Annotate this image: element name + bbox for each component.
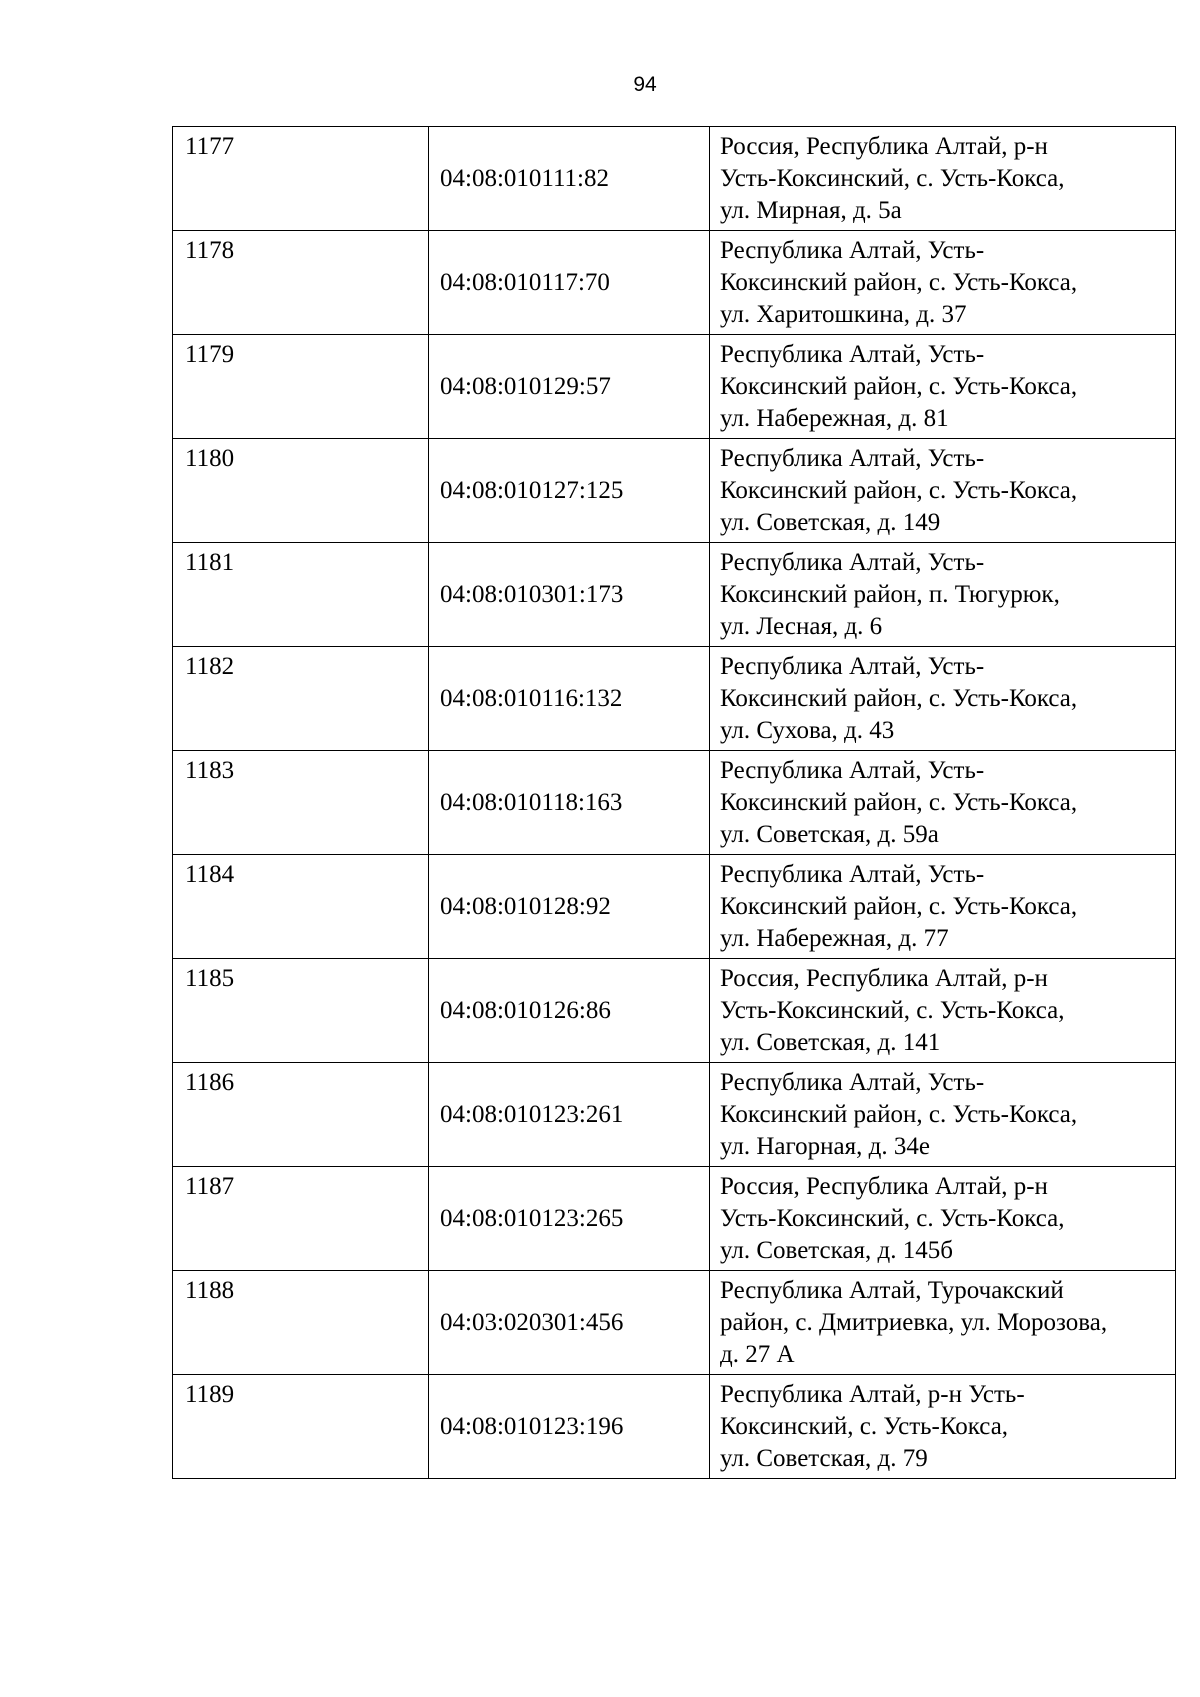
row-number: 1189 xyxy=(173,1375,429,1479)
cadastral-number: 04:08:010128:92 xyxy=(429,855,710,959)
address-line: ул. Советская, д. 141 xyxy=(720,1028,941,1056)
table-row xyxy=(173,855,1176,959)
row-number: 1188 xyxy=(173,1271,429,1375)
row-number: 1183 xyxy=(173,751,429,855)
address-line: Коксинский район, с. Усть-Кокса, xyxy=(720,476,1078,504)
address-cell xyxy=(710,647,1176,751)
row-number: 1181 xyxy=(173,543,429,647)
table-row xyxy=(173,1063,1176,1167)
row-number: 1178 xyxy=(173,231,429,335)
row-number: 1180 xyxy=(173,439,429,543)
address-line: Коксинский район, с. Усть-Кокса, xyxy=(720,372,1078,400)
address-line: Россия, Республика Алтай, р-н xyxy=(720,964,1048,992)
address-cell xyxy=(710,1375,1176,1479)
cadastral-number: 04:08:010123:265 xyxy=(429,1167,710,1271)
address-line: Усть-Коксинский, с. Усть-Кокса, xyxy=(720,996,1065,1024)
row-number: 1185 xyxy=(173,959,429,1063)
address-cell xyxy=(710,1271,1176,1375)
cadastral-number: 04:08:010129:57 xyxy=(429,335,710,439)
row-number: 1186 xyxy=(173,1063,429,1167)
table-row xyxy=(173,439,1176,543)
cadastral-number: 04:08:010111:82 xyxy=(429,127,710,231)
row-number: 1179 xyxy=(173,335,429,439)
row-number: 1187 xyxy=(173,1167,429,1271)
cadastral-number: 04:08:010118:163 xyxy=(429,751,710,855)
address-line: Республика Алтай, Усть- xyxy=(720,236,985,264)
table-row xyxy=(173,335,1176,439)
address-line: Усть-Коксинский, с. Усть-Кокса, xyxy=(720,1204,1065,1232)
cadastral-number: 04:08:010126:86 xyxy=(429,959,710,1063)
address-line: Коксинский район, с. Усть-Кокса, xyxy=(720,268,1078,296)
address-cell xyxy=(710,439,1176,543)
address-line: Республика Алтай, Усть- xyxy=(720,1068,985,1096)
address-line: д. 27 А xyxy=(720,1340,795,1368)
address-cell xyxy=(710,231,1176,335)
address-line: ул. Харитошкина, д. 37 xyxy=(720,300,967,328)
address-line: Республика Алтай, Усть- xyxy=(720,756,985,784)
address-line: ул. Советская, д. 149 xyxy=(720,508,941,536)
address-line: Республика Алтай, р-н Усть- xyxy=(720,1380,1025,1408)
table-row xyxy=(173,1271,1176,1375)
table-row xyxy=(173,543,1176,647)
address-line: Республика Алтай, Усть- xyxy=(720,444,985,472)
address-line: ул. Советская, д. 145б xyxy=(720,1236,953,1264)
address-line: Республика Алтай, Усть- xyxy=(720,860,985,888)
address-line: Республика Алтай, Турочакский xyxy=(720,1276,1064,1304)
address-line: ул. Мирная, д. 5а xyxy=(720,196,902,224)
address-line: Коксинский район, с. Усть-Кокса, xyxy=(720,684,1078,712)
address-cell xyxy=(710,1063,1176,1167)
address-cell xyxy=(710,855,1176,959)
address-line: ул. Лесная, д. 6 xyxy=(720,612,883,640)
table-row xyxy=(173,1167,1176,1271)
address-cell xyxy=(710,543,1176,647)
table-row xyxy=(173,1375,1176,1479)
address-line: Коксинский район, п. Тюгурюк, xyxy=(720,580,1060,608)
address-line: ул. Набережная, д. 81 xyxy=(720,404,949,432)
row-number: 1184 xyxy=(173,855,429,959)
address-line: Республика Алтай, Усть- xyxy=(720,340,985,368)
address-line: Коксинский район, с. Усть-Кокса, xyxy=(720,1100,1078,1128)
address-line: Республика Алтай, Усть- xyxy=(720,548,985,576)
cadastral-number: 04:08:010123:261 xyxy=(429,1063,710,1167)
address-line: Республика Алтай, Усть- xyxy=(720,652,985,680)
table-row xyxy=(173,127,1176,231)
cadastral-number: 04:03:020301:456 xyxy=(429,1271,710,1375)
cadastral-number: 04:08:010123:196 xyxy=(429,1375,710,1479)
table-row xyxy=(173,751,1176,855)
row-number: 1182 xyxy=(173,647,429,751)
address-cell xyxy=(710,959,1176,1063)
address-cell xyxy=(710,751,1176,855)
table-row xyxy=(173,231,1176,335)
registry-table-body xyxy=(173,127,1176,1479)
address-line: ул. Набережная, д. 77 xyxy=(720,924,949,952)
address-line: ул. Советская, д. 79 xyxy=(720,1444,928,1472)
address-line: ул. Нагорная, д. 34е xyxy=(720,1132,930,1160)
row-number: 1177 xyxy=(173,127,429,231)
address-line: ул. Сухова, д. 43 xyxy=(720,716,895,744)
address-line: Коксинский район, с. Усть-Кокса, xyxy=(720,788,1078,816)
cadastral-number: 04:08:010117:70 xyxy=(429,231,710,335)
address-cell xyxy=(710,1167,1176,1271)
address-line: ул. Советская, д. 59а xyxy=(720,820,939,848)
address-cell xyxy=(710,335,1176,439)
cadastral-number: 04:08:010116:132 xyxy=(429,647,710,751)
table-row xyxy=(173,647,1176,751)
address-line: Россия, Республика Алтай, р-н xyxy=(720,1172,1048,1200)
page-number: 94 xyxy=(633,73,657,96)
registry-table xyxy=(172,126,1176,1479)
address-line: Коксинский район, с. Усть-Кокса, xyxy=(720,892,1078,920)
address-cell xyxy=(710,127,1176,231)
cadastral-number: 04:08:010301:173 xyxy=(429,543,710,647)
cadastral-number: 04:08:010127:125 xyxy=(429,439,710,543)
address-line: Россия, Республика Алтай, р-н xyxy=(720,132,1048,160)
table-row xyxy=(173,959,1176,1063)
address-line: Коксинский, с. Усть-Кокса, xyxy=(720,1412,1009,1440)
address-line: Усть-Коксинский, с. Усть-Кокса, xyxy=(720,164,1065,192)
address-line: район, с. Дмитриевка, ул. Морозова, xyxy=(720,1308,1108,1336)
